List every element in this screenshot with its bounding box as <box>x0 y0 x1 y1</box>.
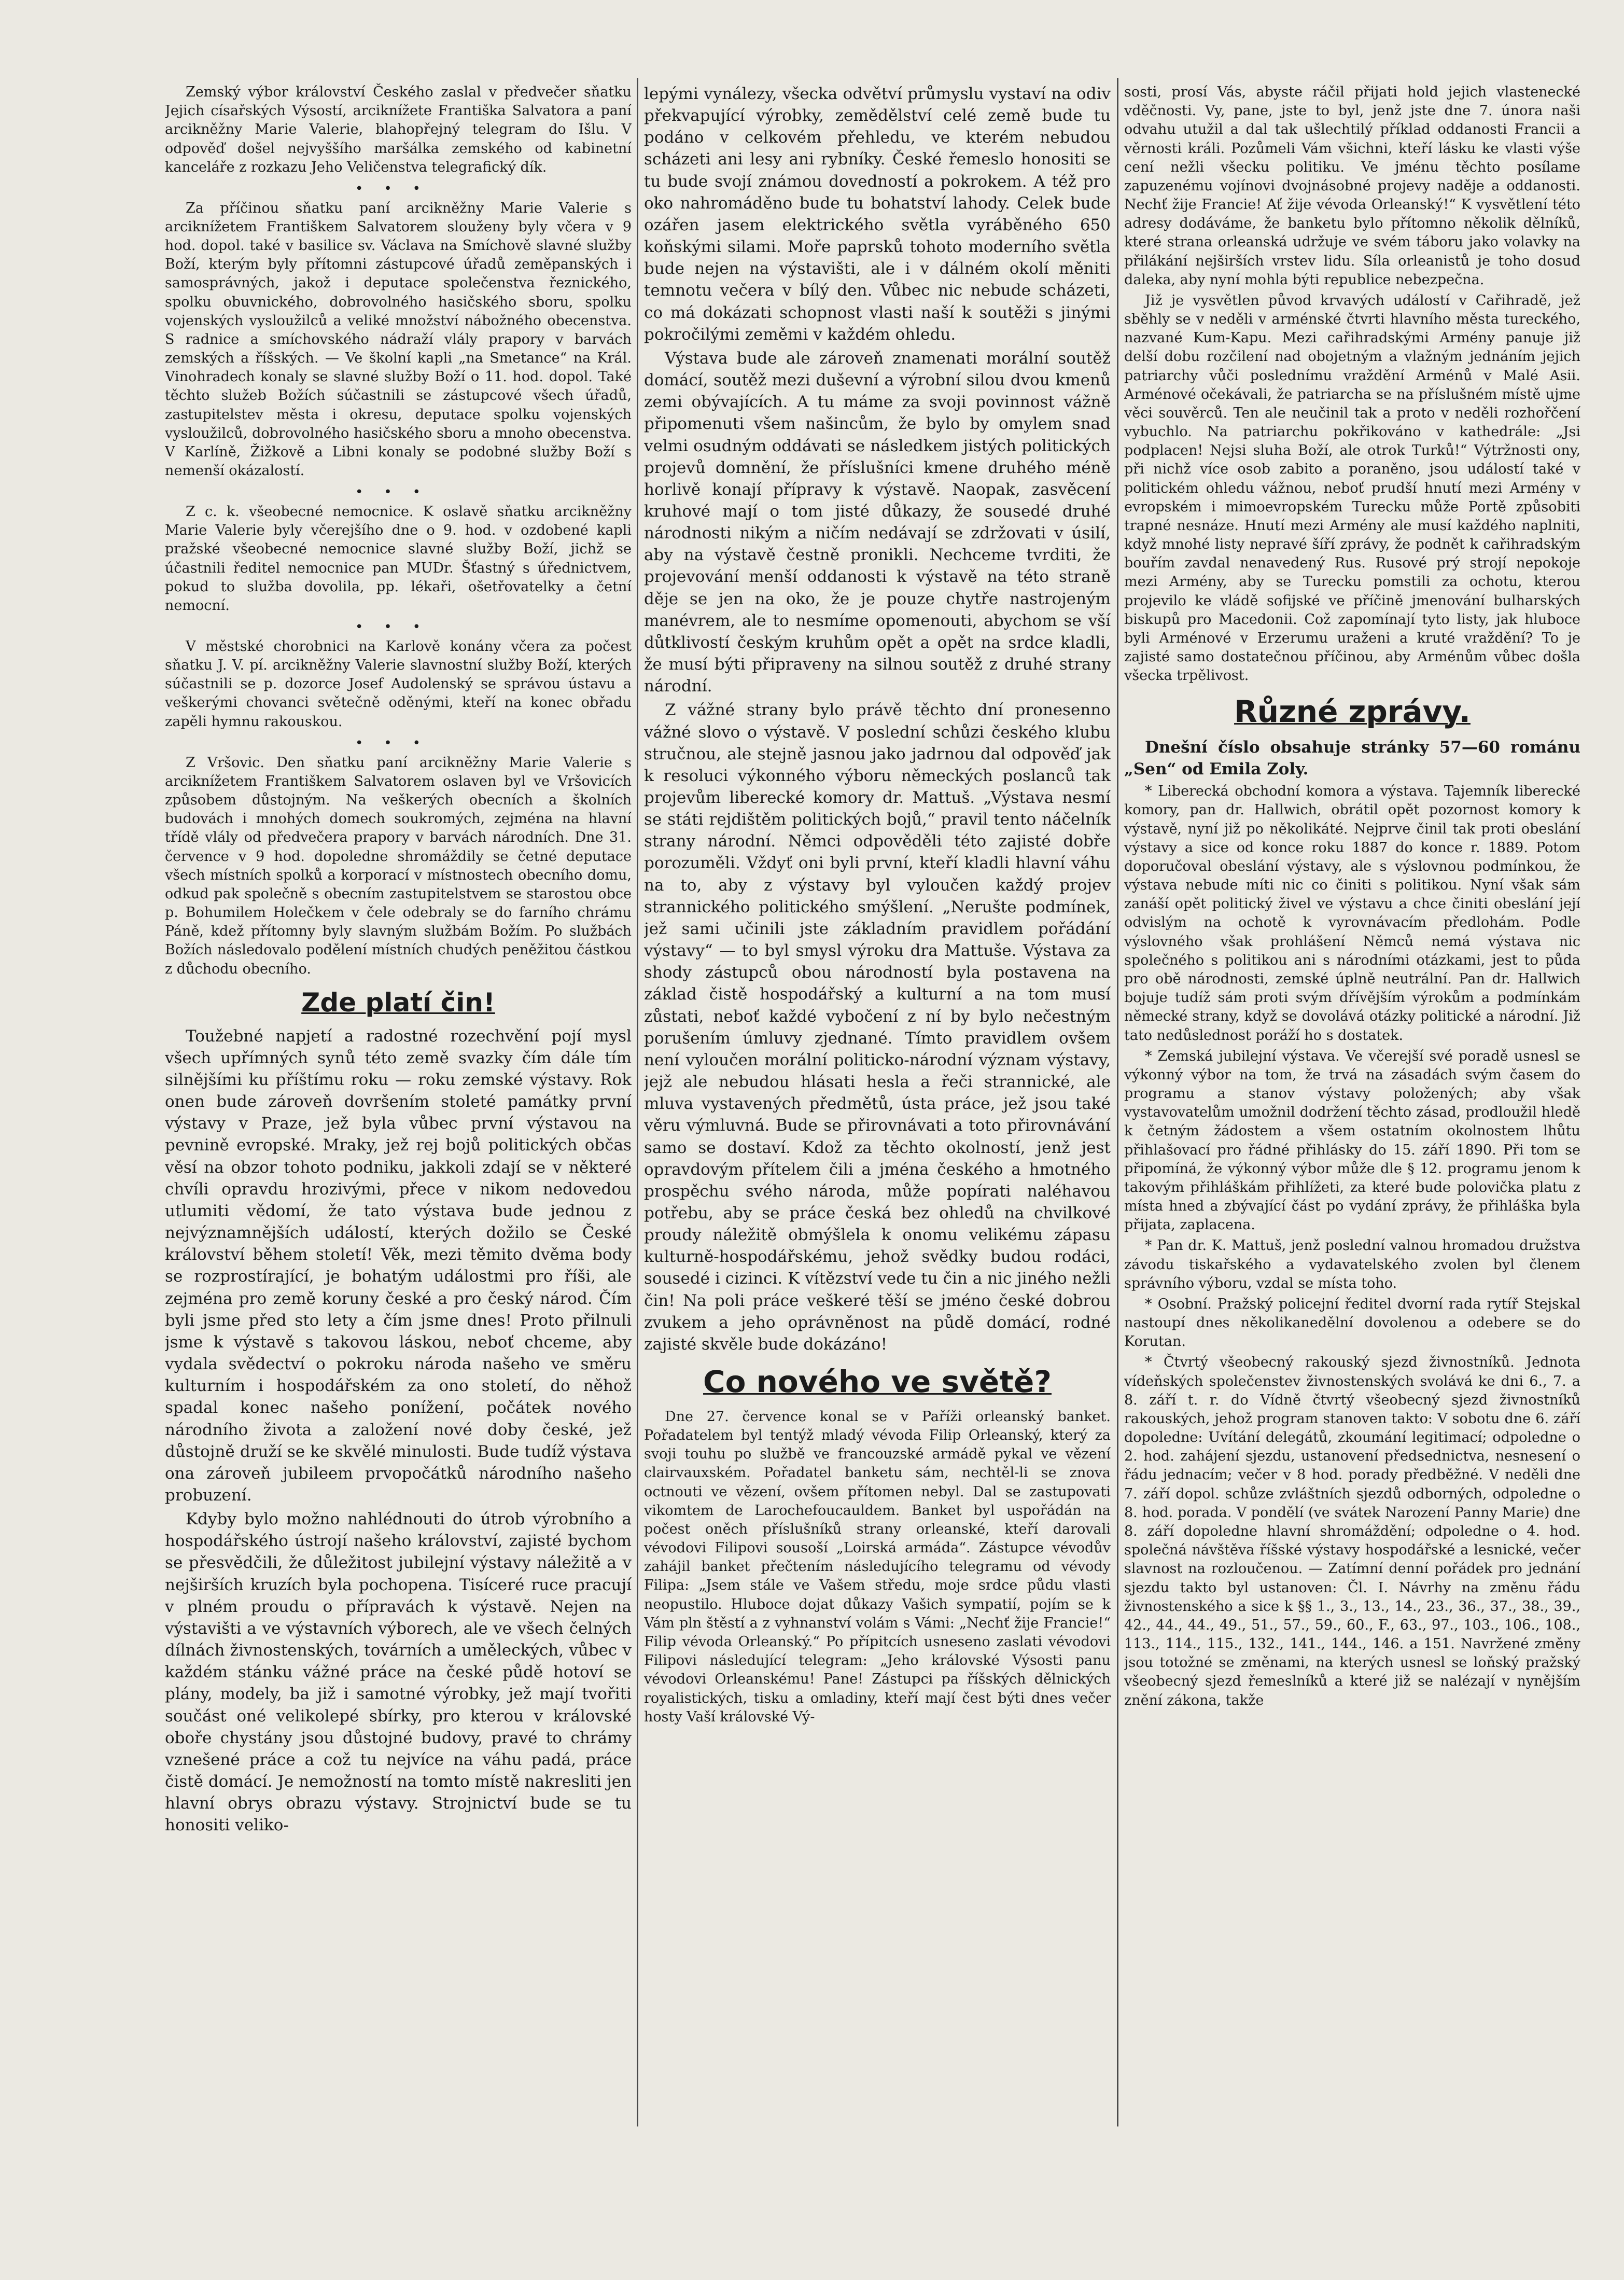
notice: Dnešní číslo obsahuje stránky 57—60 románu „Sen“ od Emila Zoly. <box>1124 738 1580 778</box>
news-item: * Pan dr. K. Mattuš, jenž poslední valnou hromadou družstva závodu tiskařského a vydavatelského zvolen byl členem správního výboru, vzdal se místa toho. <box>1124 1238 1580 1291</box>
article-paragraph: lepými vynálezy, všecka odvětví průmyslu vystaví na odiv překvapující výrobky, zemědělství celé země bude tu podáno v celkovém přehledu, ve kterém nebudou scházeti ani lesy ani rybníky. České řemeslo honositi se tu bude svojí známou dovedností a pokrokem. A též pro oko nahromáděno bude tu bohatství lahody. Celek bude ozářen jasem elektrického světla vyráběného 650 koňskými silami. Moře paprsků tohoto moderního světla bude nejen na výstavišti, ale i v dálném okolí měniti temnotu večera v bílý den. Vůbec nic nebude scházeti, co má dokázati schopnost vlasti naší k soutěži s jinými pokročilými zeměmi v každém ohledu. <box>644 85 1111 344</box>
separator: ••• <box>355 484 441 501</box>
section-title: Co nového ve světě? <box>703 1364 1052 1400</box>
news-item: * Osobní. Pražský policejní ředitel dvorní rada rytíř Stejskal nastoupí dnes několikanedělní dovolenou a odebere se do Korutan. <box>1124 1296 1580 1350</box>
news-item: * Liberecká obchodní komora a výstava. Tajemník liberecké komory, pan dr. Hallwich, obrátil opět pozornost komory k výstavě, nyní již po několikáté. Nejprve činil tak proti obeslání výstavy a sice od konce roku 1887 do konce r. 1889. Potom doporučoval obeslání výstavy, ale s výslovnou podmínkou, že výstava nebude míti nic co činiti s politikou. Nyní však sám zanáší opět politický živel ve výstavu a chce činiti obeslání její odvislým na ochotě k vyrovnávacím předlohám. Podle výslovného však prohlášení Němců nemá výstava nic společného s politikou ani s národními otázkami, jest to půda pro obě národnosti, zemské úplně neutrální. Pan dr. Hallwich bojuje tudíž sám proti svým dřívějším výrokům a podmínkám německé strany, když se dovolává otázky politické a národní. Již tato nedůslednost poráží ho s dostatek. <box>1124 783 1580 1044</box>
column-1 <box>165 83 632 2132</box>
news-paragraph: sosti, prosí Vás, abyste ráčil přijati hold jejich vlastenecké vděčnosti. Vy, pane, jste to byl, jenž jste dne 7. února naši odvahu utužil a dal tak ušlechtilý příklad oddanosti Francii a věrnosti králi. Pozůmeli Vám všichni, kteří lásku ke vlasti výše cení nežli všecku politiku. Ve jménu těchto posílame zapuzenému vojínovi dvojnásobné projevy naděje a oddanosti. Nechť žije Francie! Ať žije vévoda Orleanský!“ K vysvětlení této adresy dodáváme, že banketu bylo přítomno několik dělníků, které strana orleanská udržuje ve svém táboru jako volavky na přilákání nejširších vrstev lidu. Síla orleanistů je toho dosud daleka, aby nyní mohla býti republice nebezpečna. <box>1124 84 1580 288</box>
news-item: Zemský výbor království Českého zaslal v předvečer sňatku Jejich císařských Výsostí, arciknížete Františka Salvatora a paní arcikněžny Marie Valerie, blahopřejný telegram do Išlu. V odpověď došel nejvyššího maršálka zemského od kabinetní kanceláře z rozkazu Jeho Veličenstva telegrafický dík. <box>165 84 632 175</box>
separator: ••• <box>355 619 441 635</box>
news-item: V městské chorobnici na Karlově konány včera za počest sňatku J. V. pí. arcikněžny Valerie slavnostní služby Boží, kterých súčastnili se p. dozorce Josef Audolenský se správou ústavu a veškerými chovanci světečně oděnými, kteří na konec obřadu zapěli hymnu rakouskou. <box>165 638 632 730</box>
article-paragraph: Z vážné strany bylo právě těchto dní pronesenno vážné slovo o výstavě. V poslední schůzi českého klubu stručnou, ale stejně jasnou jako jadrnou dal odpověď jak k resoluci výkonného výboru německých poslanců tak projevům liberecké komory dr. Mattuš. „Výstava nesmí se státi rejdištěm politických bojů,“ pravil tento náčelník strany národní. Němci odpověděli této zajisté dobře porozuměli. Vždyť oni byli první, kteří kladli hlavní váhu na to, aby z výstavy byl vyloučen každý projev strannického politického smýšlení. „Nerušte podmínek, jež sami učinili jste základním pravidlem pořádání výstavy“ — to byl smysl výroku dra Mattuše. Výstava za shody zástupců obou národností byla postavena na základ čistě hospodářský a kulturní a na tom musí zůstati, neboť každé vybočení z ní by bylo nečestným porušením úmluvy zjednané. Tímto pravidlem ovšem není vyloučen morální politicko-národní význam výstavy, jejž ale nebudou hlásati hesla a řeči strannické, ale mluva vystavených předmětů, ústa práce, jež jsou také věru výmluvná. Bude se přirovnávati a toto přirovnávání samo se dostaví. Kdož za těchto okolností, jenž jest opravdovým přítelem čili a jména českého a hmotného prospěchu svého národa, může popírati naléhavou potřebu, aby se práce česká bez ohledů na chvilkové proudy náležitě obmýšlela k onomu velikému zápasu kulturně-hospodářskému, jehož svědky budou rodáci, sousedé i cizinci. K vítězství vede tu čin a nic jiného nežli čin! Na poli práce veškeré těší se jméno české dobrou zvukem a jeho oprávněnost na půdě domácí, rodné zajisté skvěle bude dokázáno! <box>644 701 1111 1354</box>
column-divider <box>1117 78 1118 2126</box>
news-paragraph: Již je vysvětlen původ krvavých událostí v Cařihradě, jež sběhly se v neděli v arménské čtvrti hlavního města tureckého, nazvané Kum-Kapu. Mezi cařihradskými Armény panuje již delší dobu rozčilení nad obojetným a vlažným jednáním jejich patriarchy vůči poslednímu vraždění Arménů v Malé Asii. Arménové očekávali, že patriarcha se na příslušném místě ujme věci souvěrců. Ten ale neučinil tak a proto v neděli rozhořčení vybuchlo. Na patriarchu pokřikováno v kathedrále: „Jsi podplacen! Nejsi sluha Boží, ale otrok Turků!“ Výtržnosti ony, při nichž více osob zabito a poraněno, jsou událostí také v politickém ohledu vážnou, neboť prudší hnutí mezi Armény v evropském i mimoevropském Turecku může Portě způsobiti trapné nesnáze. Hnutí mezi Armény ale musí každého naplniti, když mnohé listy nepravé šíří zprávy, že podnět k cařihradským bouřím zavdal nenavedený Rus. Rusové prý strojí nepokoje mezi Armény, aby se Turecku pomstili za ochotu, kterou projevilo ke vládě sofijské ve příčině jmenování bulharských biskupů pro Macedonii. Což zapomínají tyto listy, jak hluboce byli Arménové v Erzerumu uraženi a kruté vraždění? To je zajisté samo dostatečnou příčinou, aby Arménům vůbec došla všecka trpělivost. <box>1124 292 1580 684</box>
section-paragraph: Dne 27. července konal se v Paříži orleanský banket. Pořadatelem byl tentýž mladý vévoda Filip Orleanský, který za svoji touhu po službě ve francouzské armádě pykal ve vězení clairvauxském. Pořadatel banketu sám, nechtěl-li se znova octnouti ve vězení, ovšem přítomen nebyl. Dal se zastupovati vikomtem de Larochefoucauldem. Banket byl uspořádán na počest oněch příslušníků strany orleanské, kteří darovali vévodovi Filipovi sousoší „Loirská armáda“. Zástupce vévodův zahájil banket přečtením následujícího telegramu od vévody Filipa: „Jsem stále ve Vašem středu, moje srdce půdu vlasti neopustilo. Hluboce dojat důkazy Vašich sympatií, pojím se k Vám pln štěstí a z vyhnanství volám s Vámi: „Nechť žije Francie!“ Filip vévoda Orleanský.“ Po přípitcích usneseno zaslati vévodovi Filipovi následující telegram: „Jeho královské Výsosti panu vévodovi Orleanskému! Pane! Zástupci pa říšských dělnických royalistických, tisku a omladiny, kteří mají čest býti dnes večer hosty Vaší královské Vý- <box>644 1408 1111 1725</box>
column-divider <box>637 78 638 2126</box>
column-2 <box>644 83 1111 2132</box>
article-title: Zde platí čin! <box>301 987 495 1018</box>
article-paragraph: Toužebné napjetí a radostné rozechvění pojí mysl všech upřímných synů této země svazky čím dále tím silnějšími ku příštímu roku — roku zemské výstavy. Rok onen bude zároveň dovršením stoleté památky první výstavy v Praze, jež byla vůbec první výstavou na pevnině evropské. Mraky, jež rej bojů politických občas věsí na obzor tohoto podniku, jakkoli zdají se v některé chvíli opravdu hrozivými, přece v nikom nedovedou utlumiti vědomí, že tato výstava bude jednou z nejvýznamnějších událostí, kterých dožilo se České království během století! Věk, mezi těmito dvěma body se rozprostírající, je bohatým událostmi pro říši, ale zejména pro země koruny české a pro český národ. Čím byli jsme před sto lety a čím jsme dnes! Proto přilnuli jsme k výstavě s takovou láskou, neboť chceme, aby vydala svědectví o pokroku národa našeho ve směru kulturním i hospodářském za ono století, do něhož spadal konec našeho ponížení, počátek nového národního života a založení nové doby české, jež důstojně druží se ke skvělé minulosti. Bude tudíž výstava ona zároveň jubileem prvopočátků národního našeho probuzení. <box>165 1026 632 1505</box>
separator: ••• <box>355 180 441 197</box>
article-paragraph: Kdyby bylo možno nahlédnouti do útrob výrobního a hospodářského ústrojí našeho království, zajisté bychom se přesvědčili, že důležitost jubilejní výstavy náležitě a v nejširších kruzích byla pochopena. Tisíceré ruce pracují v plném proudu o přípravách k výstavě. Nejen na výstavišti a ve výstavních výborech, ale ve všech čelných dílnách živnostenských, továrních a uměleckých, vůbec v každém stánku vážné práce na české půdě hotoví se plány, modely, ba již i samotné výrobky, jež mají tvořiti součást oné velikolepé sbírky, pro kterou v královské oboře chystány jsou důstojné budovy, pravé to chrámy vznešené práce a což tu nejvíce na váhu padá, práce čistě domácí. Je nemožností na tomto místě nakresliti jen hlavní obrys obrazu výstavy. Strojnictví bude se tu honositi veliko- <box>165 1510 632 1835</box>
separator: ••• <box>355 735 441 751</box>
article-paragraph: Výstava bude ale zároveň znamenati morální soutěž domácí, soutěž mezi duševní a výrobní silou dvou kmenů zemi obývajících. A tu máme za svoji povinnost vážně připomenuti všem našincům, že bylo by omylem snad velmi osudným oddávati se následkem jistých politických projevů domnění, že příslušníci kmene druhého méně horlivě konají přípravy k výstavě. Naopak, zasvěcení kruhové mají o tom jisté důkazy, že sousedé druhé národnosti nikým a ničím nedávají se zdržovati v úsilí, aby na výstavě čestně pronikli. Nechceme tvrditi, že projevování menší oddanosti k výstavě na této straně děje se jen na oko, že je pouze chytře nastrojeným manévrem, ale to nesmíme opomenouti, abychom se vší důtklivostí českým kruhům opět a opět na srdce kladli, že musí býti připraveny na silnou soutěž z druhé strany národní. <box>644 349 1111 696</box>
news-item: * Zemská jubilejní výstava. Ve včerejší své poradě usnesl se výkonný výbor na tom, že trvá na zásadách svým časem do programu a stanov výstavy položených; aby však vystavovatelům umožnil dodržení těchto zásad, prodloužil hledě k četným žádostem a všem ostatním okolnostem lhůtu přihlašovací pro řádné přihlásky do 15. září 1890. Při tom se připomíná, že výkonný výbor může dle § 12. programu jenom k takovým přihláškám přihlížeti, za které bude polovička platu z místa hned a zbývající část po vydání zprávy, že přihláška byla přijata, zaplacena. <box>1124 1048 1580 1233</box>
news-item: Za příčinou sňatku paní arcikněžny Marie Valerie s arciknížetem Františkem Salvatorem slouženy byly včera v 9 hod. dopol. také v basilice sv. Václava na Smíchově slavné služby Boží, kterým byly přítomni zástupcové úřadů zeměpanských i samosprávných, jakož i deputace společenstva řeznického, spolku obuvnického, dobrovolného hasičského sboru, spolku vojenských vysloužilců a veliké množství nábožného obecenstva. S radnice a smíchovského nádraží vlály prapory v barvách zemských a říšských. — Ve školní kapli „na Smetance“ na Král. Vinohradech konaly se slavné služby Boží o 11. hod. dopol. Také těchto služeb Božích súčastnili se zástupcové všech úřadů, zastupitelstev města i okresu, deputace spolku vojenských vysloužilců, dobrovolného hasičského sboru a mnoho obecenstva. V Karlíně, Žižkově a Libni konaly se podobné služby Boží s nemenší okázalostí. <box>165 200 632 479</box>
section-title: Různé zprávy. <box>1234 693 1471 729</box>
news-item: Z c. k. všeobecné nemocnice. K oslavě sňatku arcikněžny Marie Valerie byly včerejšího dne o 9. hod. v ozdobené kapli pražské všeobecné nemocnice slavné služby Boží, jichž se účastnili ředitel nemocnice pan MUDr. Šťastný s úřednictvem, pokud to služba dovolila, pp. lékaři, ošetřovatelky a četní nemocní. <box>165 504 632 614</box>
column-3 <box>1124 83 1580 2132</box>
news-item: * Čtvrtý všeobecný rakouský sjezd živnostníků. Jednota vídeňských společenstev živnostenských svolává ke dni 6., 7. a 8. září t. r. do Vídně čtvrtý všeobecný sjezd živnostníků rakouských, jehož program stanoven takto: V sobotu dne 6. září dopoledne: Uvítání delegátů, zkoumání legitimací; odpoledne o 2. hod. zahájení sjezdu, ustanovení předsednictva, nesnesení o řádu jednacím; večer v 8 hod. porady předběžné. V neděli dne 7. září dopol. schůze zvláštních sjezdů odborných, odpoledne o 8. hod. porada. V pondělí (ve svátek Narození Panny Marie) dne 8. září dopoledne hlavní shromáždění; odpoledne o 4. hod. společná návštěva říšské výstavy hospodářské a lesnické, večer slavnost na rozloučenou. — Zatímní denní pořádek pro jednání sjezdu takto byl ustanoven: Čl. I. Návrhy na změnu řádu živnostenského a sice k §§ 1., 3., 13., 14., 23., 36., 37., 38., 39., 42., 44., 44., 49., 51., 57., 59., 60., F., 63., 97., 103., 106., 108., 113., 114., 115., 132., 141., 144., 146. a 151. Navržené změny jsou totožné se změnami, na kterých usnesl se loňský pražský všeobecný sjezd řemeslníků a které již se nalézají v nynějším znění zákona, takže <box>1124 1354 1580 1708</box>
news-item: Z Vršovic. Den sňatku paní arcikněžny Marie Valerie s arciknížetem Františkem Salvatorem oslaven byl ve Vršovicích způsobem důstojným. Na veškerých obecních a školních budovách i mnohých domech soukromých, zejména na hlavní třídě vlály od předvečera prapory v barvách národních. Dne 31. července v 9 hod. dopoledne shromáždily se četné deputace všech místních spolků a korporací v místnostech obecního domu, odkud pak společně s obecním zastupitelstvem se starostou obce p. Bohumilem Holečkem v čele odebraly se do farního chrámu Páně, kdež přítomny byly slavným službám Božím. Po službách Božích následovalo podělení místních chudých peněžitou částkou z důchodu obecního. <box>165 754 632 977</box>
